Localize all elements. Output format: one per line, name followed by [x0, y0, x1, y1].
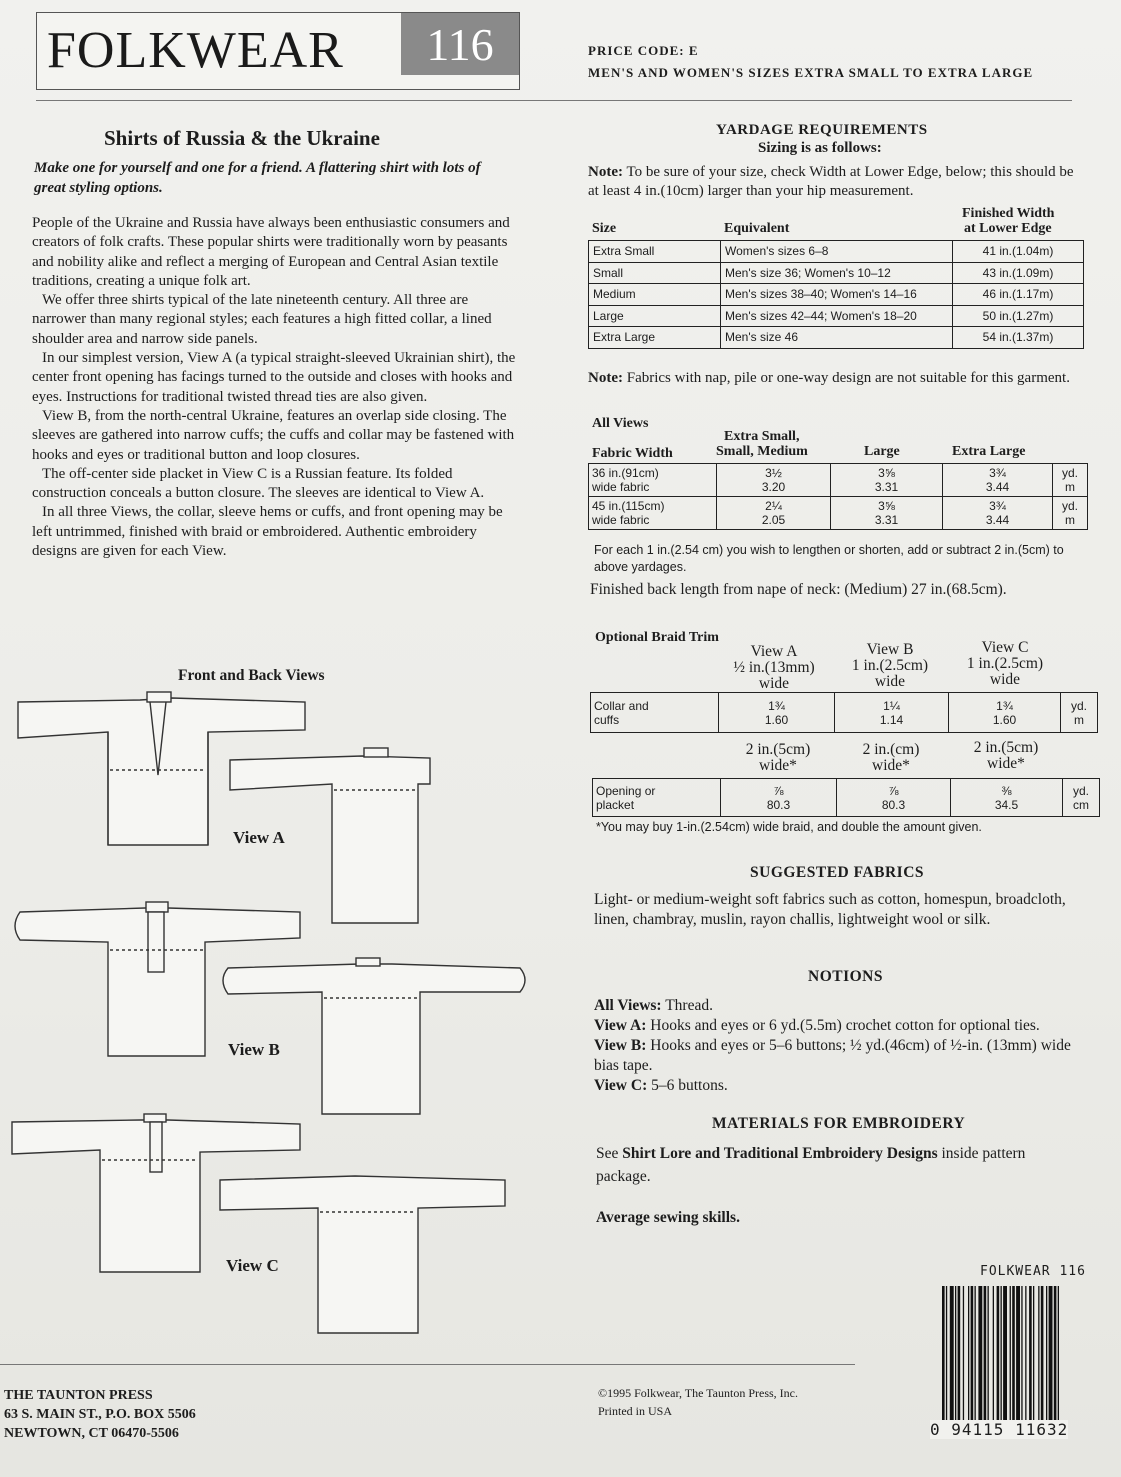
fabrics-title: SUGGESTED FABRICS [750, 864, 925, 881]
description-paragraph: In our simplest version, View A (a typical straight-sleeved Ukrainian shirt), the center front opening has facings turned to the outside and closes with hooks and eyes. Instructions for traditional twisted thread ties are also given. [32, 350, 516, 405]
braid-title: Optional Braid Trim [595, 630, 719, 645]
notions-title: NOTIONS [808, 968, 883, 985]
m-value: 3.31 [874, 480, 899, 494]
barcode-bar [978, 1286, 982, 1434]
description-paragraph: In all three Views, the collar, sleeve hems or cuffs, and front opening may be left untrimmed, finished with braid or embroidered. Authentic embroidery designs are given for each View. [32, 504, 503, 560]
unit-yd: yd. [1061, 466, 1078, 480]
equivalent-cell: Men's size 36; Women's 10–12 [721, 262, 953, 284]
braid-col-wide: wide* [987, 755, 1025, 772]
view-a-label: View A [233, 828, 285, 847]
barcode-bar [963, 1286, 964, 1434]
xl-value-cell [943, 497, 1053, 530]
view-a-cell [719, 693, 835, 733]
brand-name: FOLKWEAR [47, 22, 344, 79]
description-paragraph: The off-center side placket in View C is a Russian feature. Its folded construction conceals a button closure. The sleeves are identical to View A. [32, 465, 485, 502]
list-item [594, 1016, 1114, 1036]
barcode-bar [988, 1286, 989, 1434]
embroidery-text [596, 1142, 1076, 1188]
notion-text: Thread. [661, 997, 713, 1014]
views-title: Front and Back Views [178, 667, 325, 684]
sizes-line: MEN'S AND WOMEN'S SIZES EXTRA SMALL TO EXTRA LARGE [588, 65, 1034, 80]
notion-text: Hooks and eyes or 5–6 buttons; ½ yd.(46cm) of ½-in. (13mm) wide bias tape. [594, 1037, 1071, 1074]
barcode-bar [971, 1286, 974, 1434]
pattern-number: 116 [401, 13, 519, 75]
unit-cell [1053, 464, 1088, 497]
yd-value: 3⅝ [878, 466, 895, 480]
cm-value: 80.3 [766, 797, 791, 812]
braid-col-width: 2 in.(5cm) [973, 739, 1039, 756]
m-value: 2.05 [761, 513, 786, 527]
description [32, 214, 520, 561]
barcode-number: 0 94115 11632 [930, 1420, 1069, 1439]
large-value-cell [831, 464, 943, 497]
note-text: To be sure of your size, check Width at Lower Edge, below; this should be at least 4 in.(10cm) larger than your hip measurement. [588, 164, 1074, 199]
table-row [589, 305, 1084, 327]
view-c-cell [949, 693, 1061, 733]
barcode-bar [1010, 1286, 1011, 1434]
m-value: 3.44 [985, 513, 1010, 527]
yd-value: 3½ [765, 466, 782, 480]
barcode-bar [984, 1286, 987, 1434]
notion-label: View B: [594, 1037, 647, 1054]
view-b-cell [837, 779, 951, 817]
view-c-cell [951, 779, 1063, 817]
width-cell: 54 in.(1.37m) [953, 327, 1084, 349]
row-label-line: cuffs [594, 712, 620, 727]
braid-col-a [718, 644, 830, 692]
size-cell: Extra Small [589, 241, 721, 263]
m-value: 3.20 [761, 480, 786, 494]
list-item [594, 996, 1114, 1016]
braid-row-label [593, 779, 721, 817]
publisher-street: 63 S. MAIN ST., P.O. BOX 5506 [4, 1407, 196, 1422]
braid-table-opening [592, 778, 1100, 817]
list-item [594, 1076, 1114, 1096]
barcode-bar [1025, 1286, 1026, 1434]
m-value: 1.60 [764, 712, 789, 727]
nap-note-text: Fabrics with nap, pile or one-way design are not suitable for this garment. [626, 370, 1070, 386]
size-cell: Extra Large [589, 327, 721, 349]
size-table [588, 240, 1084, 349]
printed-in: Printed in USA [598, 1404, 673, 1418]
braid-col-width: 1 in.(2.5cm) [966, 655, 1044, 672]
price-info [588, 40, 1033, 84]
yardage-title: YARDAGE REQUIREMENTS [716, 122, 928, 138]
barcode-bar [1054, 1286, 1057, 1434]
row-label-line: placket [596, 797, 635, 812]
large-value-cell [831, 497, 943, 530]
yardage-subtitle: Sizing is as follows: [758, 140, 882, 156]
fabric-width-desc: wide fabric [592, 513, 650, 527]
brand-logo-box [36, 12, 520, 90]
yd-value: ⅞ [773, 783, 784, 798]
braid-col-wide: wide* [872, 757, 910, 774]
size-cell: Small [589, 262, 721, 284]
lower-edge-header: at Lower Edge [964, 221, 1052, 236]
xs-header: Extra Small, [724, 429, 800, 444]
table-row [593, 779, 1100, 817]
braid-col-wide: wide* [759, 757, 797, 774]
notion-text: 5–6 buttons. [647, 1077, 728, 1094]
braid-col-width: 2 in.(5cm) [745, 741, 811, 758]
fabric-width-cell [589, 464, 717, 497]
nap-note [588, 369, 1082, 388]
view-b-cell [835, 693, 949, 733]
fabric-width-cell [589, 497, 717, 530]
braid-col-label: View C [981, 639, 1029, 656]
braid-col-label: View B [866, 641, 914, 658]
braid-col2-a [722, 742, 834, 774]
braid-col-wide: wide [874, 673, 906, 690]
embroidery-title: MATERIALS FOR EMBROIDERY [712, 1115, 966, 1132]
yd-value: 1¾ [996, 698, 1013, 713]
barcode-bar [1049, 1286, 1053, 1434]
equivalent-cell: Men's sizes 38–40; Women's 14–16 [721, 284, 953, 306]
xl-value-cell [943, 464, 1053, 497]
braid-col2-b [836, 742, 946, 774]
fabric-width-value: 36 in.(91cm) [592, 466, 659, 480]
cm-value: 80.3 [881, 797, 906, 812]
barcode-bar [993, 1286, 994, 1434]
unit-yd: yd. [1061, 499, 1078, 513]
braid-col-b [836, 642, 944, 690]
barcode-bar [1001, 1286, 1002, 1434]
unit-m: m [1074, 712, 1084, 727]
barcode-label: FOLKWEAR 116 [980, 1264, 1086, 1279]
footer-divider [0, 1364, 855, 1365]
size-cell: Medium [589, 284, 721, 306]
unit-cell [1061, 693, 1098, 733]
lengthen-note: For each 1 in.(2.54 cm) you wish to lengthen or shorten, add or subtract 2 in.(5cm) to above yardages. [594, 543, 1064, 574]
header-divider [36, 100, 1072, 101]
yd-value: 1¾ [768, 698, 785, 713]
xs-value-cell [717, 464, 831, 497]
price-code: PRICE CODE: E [588, 43, 699, 58]
barcode-bar [975, 1286, 976, 1434]
braid-col-label: View A [750, 643, 798, 660]
m-value: 3.31 [874, 513, 899, 527]
braid-col-width: ½ in.(13mm) [733, 659, 815, 676]
notion-label: View A: [594, 1017, 647, 1034]
notion-label: All Views: [594, 997, 662, 1014]
braid-col-c [950, 640, 1060, 688]
garment-drawings [0, 680, 560, 1360]
table-row [591, 693, 1098, 733]
yd-value: ⅜ [1001, 783, 1012, 798]
fabrics-text: Light- or medium-weight soft fabrics such as cotton, homespun, broadcloth, linen, chambray, muslin, rayon challis, lightweight wool or silk. [594, 891, 1066, 928]
copyright-block [598, 1384, 798, 1420]
table-row [589, 284, 1084, 306]
unit-m: m [1065, 480, 1075, 494]
sm-header: Small, Medium [716, 444, 808, 459]
all-views-label: All Views [592, 416, 649, 431]
barcode-bar [1058, 1286, 1059, 1434]
cm-value: 34.5 [994, 797, 1019, 812]
equivalent-cell: Men's size 46 [721, 327, 953, 349]
barcode-bar [958, 1286, 961, 1434]
notion-label: View C: [594, 1077, 648, 1094]
barcode-bar [1003, 1286, 1007, 1434]
nap-note-label: Note: [588, 370, 623, 386]
embroidery-pre: See [596, 1145, 623, 1162]
unit-cell [1063, 779, 1100, 817]
barcode-bar [942, 1286, 945, 1434]
barcode-bar [946, 1286, 947, 1434]
barcode-bar [968, 1286, 969, 1434]
yd-value: 3⅝ [878, 499, 895, 513]
equivalent-cell: Men's sizes 42–44; Women's 18–20 [721, 305, 953, 327]
m-value: 1.60 [992, 712, 1017, 727]
view-c-back-drawing [220, 1176, 505, 1333]
unit-cm: cm [1073, 797, 1089, 812]
list-item [594, 1036, 1074, 1076]
fabric-width-header: Fabric Width [592, 446, 673, 461]
publisher-address [4, 1386, 196, 1443]
copyright: ©1995 Folkwear, The Taunton Press, Inc. [598, 1386, 798, 1400]
row-label-line: Opening or [596, 783, 656, 798]
braid-col2-c [950, 740, 1062, 772]
braid-col-width: 2 in.(cm) [862, 741, 920, 758]
unit-m: m [1065, 513, 1075, 527]
intro-text: Make one for yourself and one for a friend. A flattering shirt with lots of great styling options. [34, 160, 481, 196]
notion-text: Hooks and eyes or 6 yd.(5.5m) crochet cotton for optional ties. [646, 1017, 1040, 1034]
description-paragraph: We offer three shirts typical of the late nineteenth century. All three are narrower than many regional styles; each features a high fitted collar, a lined shoulder area and narrow side panels. [32, 292, 492, 347]
barcode-bar [1038, 1286, 1039, 1434]
yd-value: 3¾ [989, 466, 1006, 480]
barcode-bar [955, 1286, 956, 1434]
m-value: 3.44 [985, 480, 1010, 494]
table-row [589, 464, 1088, 497]
width-cell: 50 in.(1.27m) [953, 305, 1084, 327]
m-value: 1.14 [879, 712, 904, 727]
barcode-bar [950, 1286, 954, 1434]
size-note [588, 163, 1076, 201]
fabric-width-desc: wide fabric [592, 480, 650, 494]
unit-yd: yd. [1070, 698, 1087, 713]
embroidery-booklet: Shirt Lore and Traditional Embroidery Designs [622, 1145, 938, 1162]
yd-value: 2¼ [765, 499, 782, 513]
equivalent-header: Equivalent [724, 221, 790, 236]
yd-value: 1¼ [883, 698, 900, 713]
notions-list [594, 996, 1114, 1096]
size-cell: Large [589, 305, 721, 327]
braid-col-wide: wide [989, 671, 1021, 688]
braid-row-label [591, 693, 719, 733]
yd-value: 3¾ [989, 499, 1006, 513]
width-cell: 41 in.(1.04m) [953, 241, 1084, 263]
skill-level: Average sewing skills. [596, 1209, 740, 1226]
description-paragraph: People of the Ukraine and Russia have always been enthusiastic consumers and creators of folk crafts. These popular shirts were traditionally worn by peasants and nobility alike and reflect a merging of European and Central Asian textile traditions, creating a unique folk art. [32, 215, 510, 289]
fabric-table [588, 463, 1088, 530]
braid-col-wide: wide [758, 675, 790, 692]
barcode-bar [1046, 1286, 1047, 1434]
barcode-bar [1041, 1286, 1044, 1434]
publisher-name: THE TAUNTON PRESS [4, 1388, 153, 1403]
row-label-line: Collar and [594, 698, 649, 713]
embroidery-post: inside pattern package. [596, 1145, 1026, 1185]
equivalent-cell: Women's sizes 6–8 [721, 241, 953, 263]
yd-value: ⅞ [888, 783, 899, 798]
fabric-width-value: 45 in.(115cm) [592, 499, 665, 513]
description-paragraph: View B, from the north-central Ukraine, features an overlap side closing. The sleeves are gathered into narrow cuffs; the cuffs and collar may be fastened with hooks and eyes or traditional button and loop closures. [32, 407, 515, 463]
finished-width-header: Finished Width [962, 206, 1055, 221]
barcode-bar [1029, 1286, 1032, 1434]
table-row [589, 327, 1084, 349]
braid-col-width: 1 in.(2.5cm) [851, 657, 929, 674]
barcode-bar [997, 1286, 1000, 1434]
barcode-icon [942, 1286, 1102, 1434]
table-row [589, 241, 1084, 263]
width-cell: 43 in.(1.09m) [953, 262, 1084, 284]
xs-value-cell [717, 497, 831, 530]
braid-table-collar [590, 692, 1098, 733]
size-header: Size [592, 221, 617, 236]
table-row [589, 262, 1084, 284]
barcode-bar [1012, 1286, 1015, 1434]
back-length: Finished back length from nape of neck: (Medium) 27 in.(68.5cm). [590, 581, 1007, 598]
width-cell: 46 in.(1.17m) [953, 284, 1084, 306]
barcode-bar [1033, 1286, 1034, 1434]
view-b-back-drawing [223, 958, 525, 1114]
view-b-label: View B [228, 1040, 280, 1059]
xl-header: Extra Large [952, 444, 1026, 459]
view-c-label: View C [226, 1256, 279, 1275]
table-row [589, 497, 1088, 530]
view-a-cell [721, 779, 837, 817]
braid-footnote: *You may buy 1-in.(2.54cm) wide braid, and double the amount given. [596, 820, 982, 834]
note-label: Note: [588, 164, 623, 180]
pattern-title: Shirts of Russia & the Ukraine [104, 126, 380, 150]
unit-cell [1053, 497, 1088, 530]
unit-yd: yd. [1072, 783, 1089, 798]
large-header: Large [864, 444, 900, 459]
barcode-bar [1016, 1286, 1020, 1434]
barcode-bar [1021, 1286, 1022, 1434]
publisher-city: NEWTOWN, CT 06470-5506 [4, 1426, 179, 1441]
